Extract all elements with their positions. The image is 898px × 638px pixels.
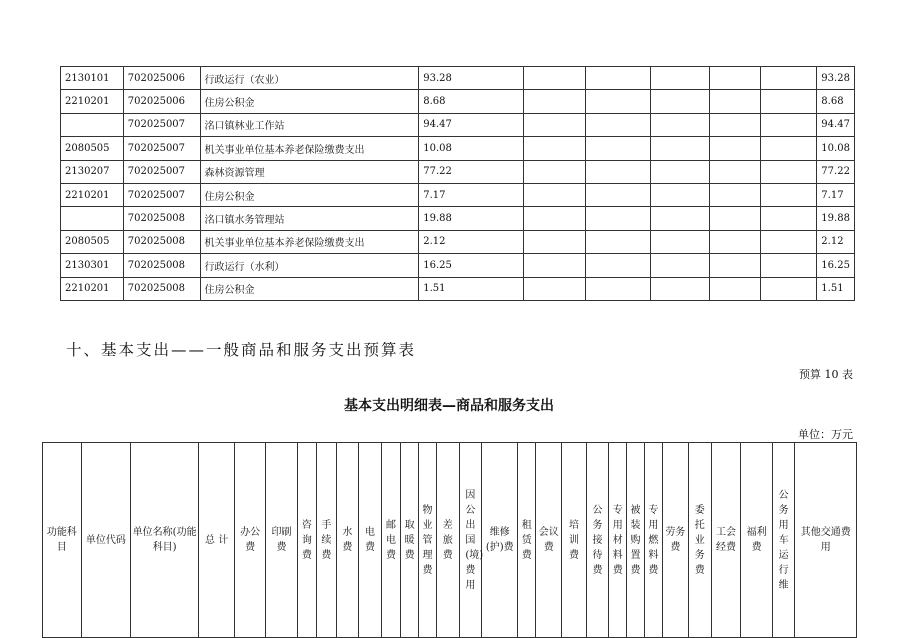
header-func: 功能科目	[43, 443, 82, 638]
unit-name-cell: 洺口镇水务管理站	[200, 207, 419, 230]
empty-cell	[760, 137, 817, 160]
empty-cell	[709, 277, 760, 300]
table-title: 基本支出明细表—商品和服务支出	[344, 398, 554, 414]
header-office: 办公费	[234, 443, 265, 638]
table-number: 预算 10 表	[799, 368, 853, 381]
header-unit-code: 单位代码	[81, 443, 130, 638]
unit-code-cell: 702025008	[123, 277, 200, 300]
empty-cell	[650, 137, 709, 160]
header-row	[43, 443, 857, 638]
total-cell: 7.17	[419, 183, 523, 206]
unit-code-cell: 702025006	[123, 90, 200, 113]
header-reception: 公务接待费	[586, 443, 609, 638]
func-code-cell: 2210201	[61, 90, 124, 113]
func-code-cell: 2210201	[61, 183, 124, 206]
section-heading: 十、基本支出——一般商品和服务支出预算表	[66, 341, 417, 359]
empty-cell	[709, 183, 760, 206]
empty-cell	[650, 183, 709, 206]
empty-cell	[760, 207, 817, 230]
header-fuel: 专用燃料费	[644, 443, 662, 638]
unit-name-cell: 机关事业单位基本养老保险缴费支出	[200, 230, 419, 253]
empty-cell	[760, 160, 817, 183]
unit-name-cell: 机关事业单位基本养老保险缴费支出	[200, 137, 419, 160]
func-code-cell: 2130207	[61, 160, 124, 183]
unit-code-cell: 702025007	[123, 137, 200, 160]
header-welfare: 福利费	[741, 443, 772, 638]
last-value-cell: 16.25	[817, 254, 855, 277]
empty-cell	[523, 160, 586, 183]
total-cell: 77.22	[419, 160, 523, 183]
empty-cell	[586, 230, 651, 253]
unit-label: 单位：万元	[798, 428, 853, 441]
last-value-cell: 2.12	[817, 230, 855, 253]
table-row	[61, 160, 855, 183]
empty-cell	[760, 230, 817, 253]
header-meeting: 会议费	[536, 443, 562, 638]
last-value-cell: 77.22	[817, 160, 855, 183]
unit-code-cell: 702025006	[123, 67, 200, 90]
header-property: 物业管理费	[419, 443, 437, 638]
func-code-cell	[61, 113, 124, 136]
empty-cell	[523, 277, 586, 300]
budget-detail-table-top	[60, 66, 855, 301]
header-unit-name: 单位名称(功能科目)	[130, 443, 198, 638]
header-other-transport: 其他交通费用	[795, 443, 857, 638]
empty-cell	[586, 113, 651, 136]
total-cell: 16.25	[419, 254, 523, 277]
header-abroad: 因公出国(境)费用	[459, 443, 482, 638]
table-row	[61, 230, 855, 253]
unit-code-cell: 702025007	[123, 183, 200, 206]
empty-cell	[650, 207, 709, 230]
empty-cell	[586, 254, 651, 277]
unit-name-cell: 住房公积金	[200, 183, 419, 206]
unit-code-cell: 702025008	[123, 254, 200, 277]
header-material: 专用材料费	[609, 443, 627, 638]
unit-name-cell: 行政运行（农业）	[200, 67, 419, 90]
header-commission: 委托业务费	[688, 443, 711, 638]
table-row	[61, 90, 855, 113]
header-power: 电费	[359, 443, 382, 638]
header-water: 水费	[336, 443, 359, 638]
total-cell: 8.68	[419, 90, 523, 113]
empty-cell	[523, 137, 586, 160]
total-cell: 19.88	[419, 207, 523, 230]
empty-cell	[760, 90, 817, 113]
table-row	[61, 207, 855, 230]
empty-cell	[650, 160, 709, 183]
empty-cell	[523, 207, 586, 230]
func-code-cell: 2080505	[61, 137, 124, 160]
empty-cell	[650, 277, 709, 300]
header-fee: 手续费	[317, 443, 336, 638]
unit-name-cell: 住房公积金	[200, 90, 419, 113]
unit-code-cell: 702025008	[123, 230, 200, 253]
header-consult: 咨询费	[297, 443, 316, 638]
header-uniform: 被装购置费	[627, 443, 645, 638]
empty-cell	[709, 90, 760, 113]
last-value-cell: 1.51	[817, 277, 855, 300]
empty-cell	[523, 230, 586, 253]
table-row	[61, 137, 855, 160]
total-cell: 10.08	[419, 137, 523, 160]
empty-cell	[586, 137, 651, 160]
header-heat: 取暖费	[401, 443, 419, 638]
empty-cell	[709, 113, 760, 136]
header-total: 总 计	[199, 443, 235, 638]
header-union: 工会经费	[711, 443, 741, 638]
table-row	[61, 113, 855, 136]
empty-cell	[709, 160, 760, 183]
total-cell: 93.28	[419, 67, 523, 90]
empty-cell	[523, 254, 586, 277]
empty-cell	[760, 183, 817, 206]
func-code-cell: 2210201	[61, 277, 124, 300]
expense-detail-table	[42, 442, 857, 638]
table-row	[61, 67, 855, 90]
unit-name-cell: 行政运行（水利）	[200, 254, 419, 277]
total-cell: 1.51	[419, 277, 523, 300]
last-value-cell: 19.88	[817, 207, 855, 230]
empty-cell	[586, 160, 651, 183]
empty-cell	[709, 207, 760, 230]
last-value-cell: 94.47	[817, 113, 855, 136]
empty-cell	[709, 230, 760, 253]
header-vehicle: 公务用车运行维	[772, 443, 795, 638]
empty-cell	[586, 207, 651, 230]
func-code-cell: 2080505	[61, 230, 124, 253]
unit-name-cell: 森林资源管理	[200, 160, 419, 183]
unit-code-cell: 702025008	[123, 207, 200, 230]
table-row	[61, 183, 855, 206]
header-repair: 维修(护)费	[482, 443, 518, 638]
func-code-cell	[61, 207, 124, 230]
empty-cell	[760, 254, 817, 277]
total-cell: 94.47	[419, 113, 523, 136]
empty-cell	[650, 90, 709, 113]
unit-name-cell: 住房公积金	[200, 277, 419, 300]
table-row	[61, 277, 855, 300]
func-code-cell: 2130301	[61, 254, 124, 277]
empty-cell	[586, 90, 651, 113]
empty-cell	[760, 113, 817, 136]
empty-cell	[650, 230, 709, 253]
empty-cell	[586, 277, 651, 300]
header-labor: 劳务费	[662, 443, 688, 638]
table-row	[61, 254, 855, 277]
header-rent: 租赁费	[518, 443, 536, 638]
empty-cell	[523, 67, 586, 90]
empty-cell	[709, 254, 760, 277]
empty-cell	[650, 113, 709, 136]
unit-code-cell: 702025007	[123, 160, 200, 183]
empty-cell	[586, 67, 651, 90]
last-value-cell: 7.17	[817, 183, 855, 206]
header-post: 邮电费	[381, 443, 400, 638]
empty-cell	[523, 183, 586, 206]
header-training: 培训费	[562, 443, 586, 638]
unit-code-cell: 702025007	[123, 113, 200, 136]
empty-cell	[586, 183, 651, 206]
last-value-cell: 8.68	[817, 90, 855, 113]
unit-name-cell: 洺口镇林业工作站	[200, 113, 419, 136]
empty-cell	[709, 67, 760, 90]
func-code-cell: 2130101	[61, 67, 124, 90]
empty-cell	[650, 254, 709, 277]
last-value-cell: 93.28	[817, 67, 855, 90]
header-travel: 差旅费	[436, 443, 459, 638]
last-value-cell: 10.08	[817, 137, 855, 160]
empty-cell	[523, 90, 586, 113]
total-cell: 2.12	[419, 230, 523, 253]
empty-cell	[650, 67, 709, 90]
header-print: 印刷费	[266, 443, 297, 638]
empty-cell	[523, 113, 586, 136]
empty-cell	[709, 137, 760, 160]
empty-cell	[760, 67, 817, 90]
empty-cell	[760, 277, 817, 300]
